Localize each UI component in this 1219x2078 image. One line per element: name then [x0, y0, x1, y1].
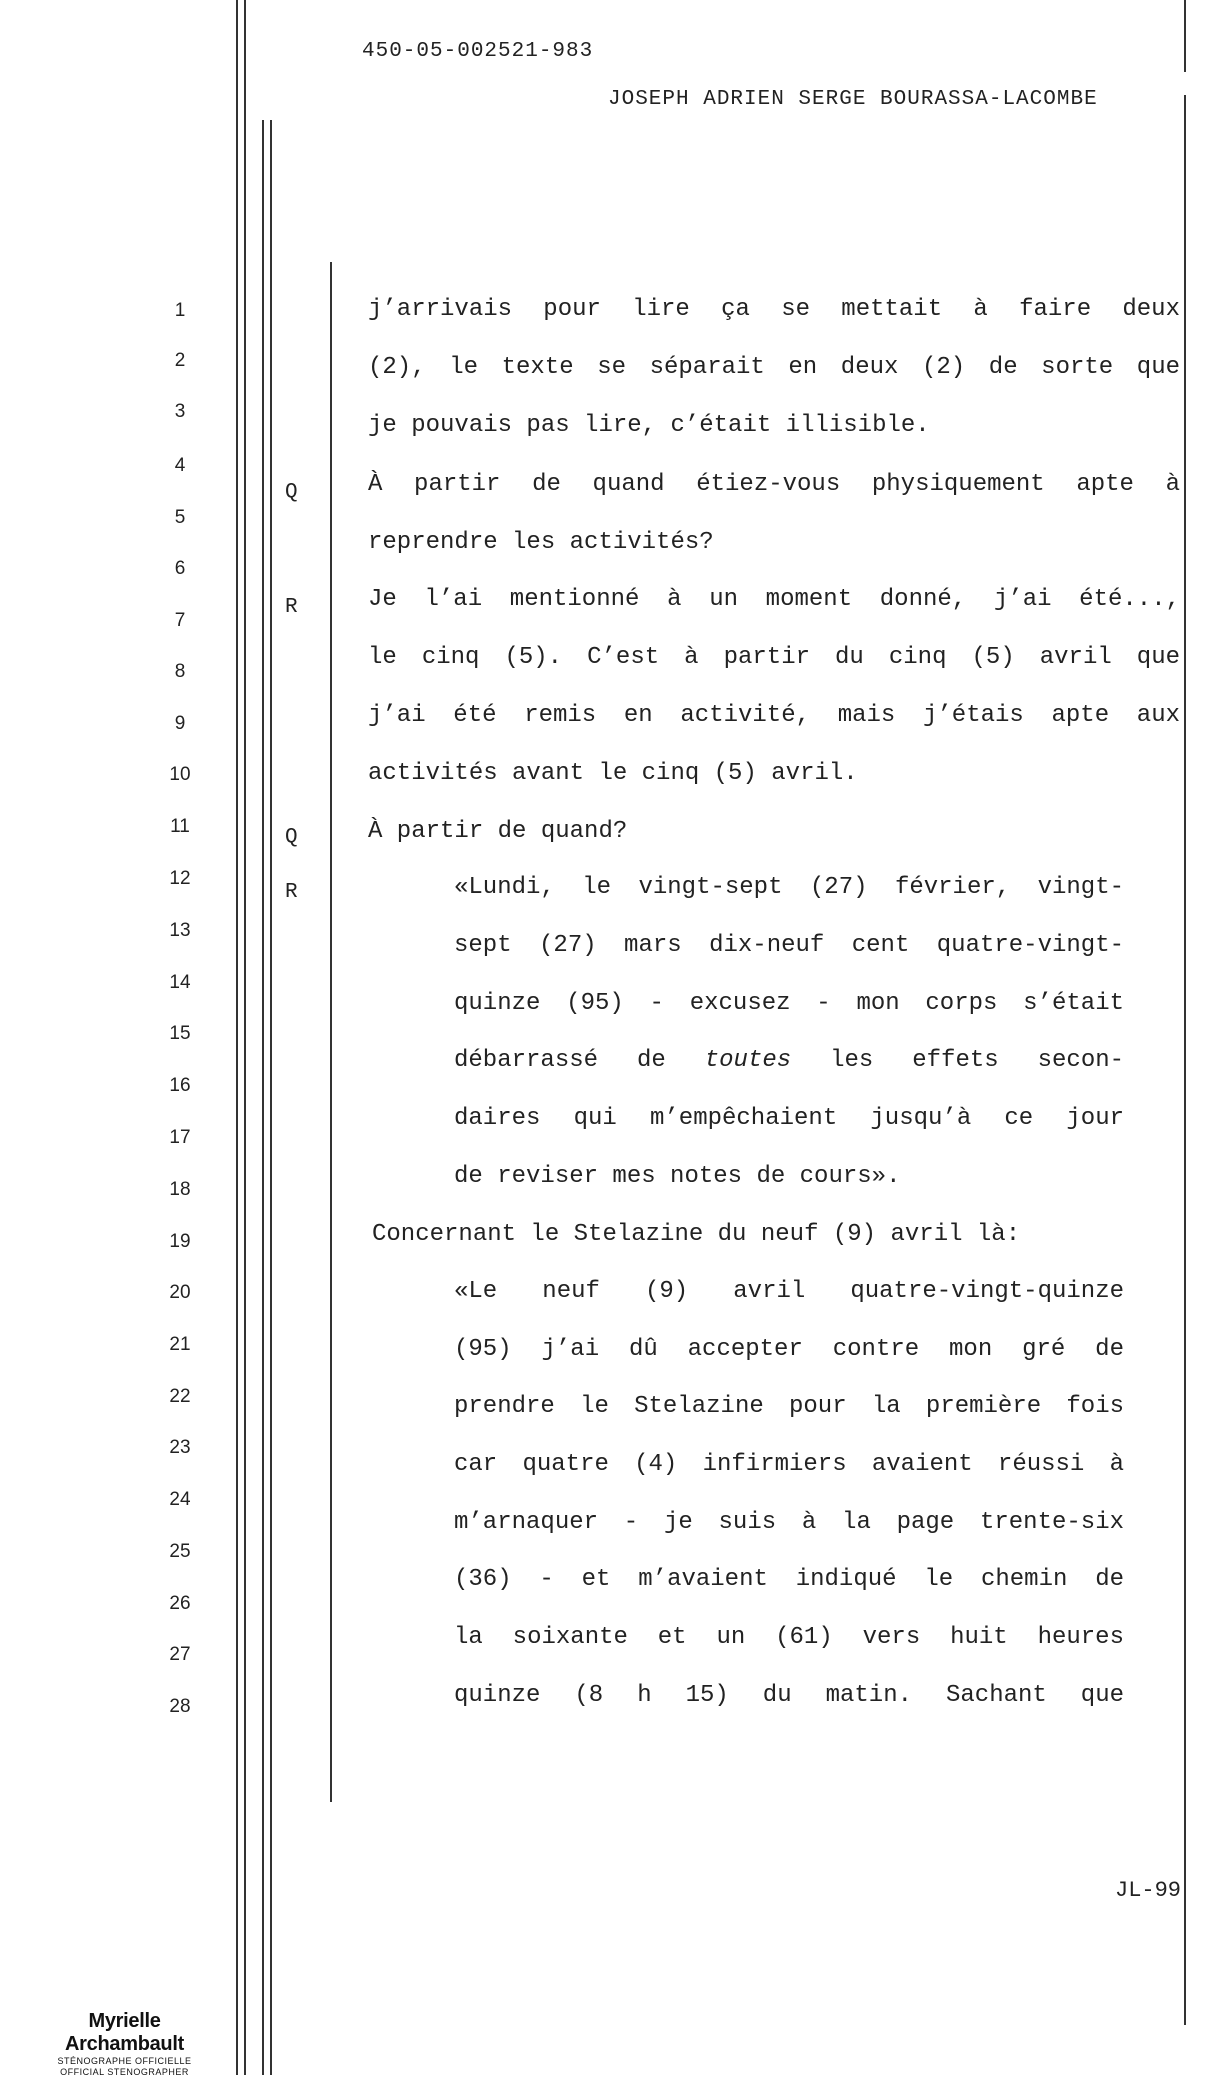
quoted-line: (95) j’ai dû accepter contre mon gré de	[454, 1336, 1124, 1363]
stenographer-stamp	[42, 2010, 207, 2078]
witness-name: JOSEPH ADRIEN SERGE BOURASSA-LACOMBE	[608, 88, 1098, 111]
page-code: JL-99	[1115, 1878, 1182, 1903]
line-number: 18	[169, 1179, 191, 1200]
transcript-line: Je l’ai mentionné à un moment donné, j’ai été...,	[368, 586, 1180, 613]
line-number: 19	[169, 1231, 191, 1252]
quoted-line: quinze (95) - excusez - mon corps s’était	[454, 990, 1124, 1017]
transcript-line: le cinq (5). C’est à partir du cinq (5) avril que	[368, 644, 1180, 671]
quoted-line: de reviser mes notes de cours».	[454, 1163, 901, 1190]
question-marker: Q	[285, 481, 298, 504]
line-number: 9	[174, 713, 186, 734]
text-margin-rule	[330, 262, 332, 1802]
question-marker: Q	[285, 826, 298, 849]
left-margin-rule-3	[262, 120, 264, 2075]
transcript-line: activités avant le cinq (5) avril.	[368, 760, 858, 787]
line-number: 8	[174, 661, 186, 682]
quoted-line: la soixante et un (61) vers huit heures	[454, 1624, 1124, 1651]
line-number: 7	[174, 610, 186, 631]
line-number: 16	[169, 1075, 191, 1096]
stenographer-name: Myrielle Archambault	[65, 2010, 184, 2055]
quoted-line: m’arnaquer - je suis à la page trente-six	[454, 1509, 1124, 1536]
line-number: 23	[169, 1437, 191, 1458]
line-number: 21	[169, 1334, 191, 1355]
line-number: 26	[169, 1593, 191, 1614]
line-number: 28	[169, 1696, 191, 1717]
emphasized-word: toutes	[704, 1047, 792, 1074]
quoted-line	[454, 1047, 1124, 1074]
quoted-text: débarrassé de	[454, 1047, 666, 1074]
right-margin-rule-top	[1184, 0, 1186, 72]
transcript-line: j’ai été remis en activité, mais j’étais apte aux	[368, 702, 1180, 729]
quoted-line: «Lundi, le vingt-sept (27) février, vingt-	[454, 874, 1124, 901]
answer-marker: R	[285, 881, 298, 904]
transcript-line: je pouvais pas lire, c’était illisible.	[368, 412, 930, 439]
left-margin-rule-1	[236, 0, 238, 2075]
right-margin-rule	[1184, 95, 1186, 2025]
transcript-line: (2), le texte se séparait en deux (2) de sorte que	[368, 354, 1180, 381]
stenographer-title-en: OFFICIAL STENOGRAPHER	[60, 2067, 189, 2077]
transcript-line: j’arrivais pour lire ça se mettait à faire deux	[368, 296, 1180, 323]
transcript-line: reprendre les activités?	[368, 529, 714, 556]
line-number: 5	[174, 507, 186, 528]
left-margin-rule-2	[244, 0, 246, 2075]
left-margin-rule-4	[270, 120, 272, 2075]
transcript-line: Concernant le Stelazine du neuf (9) avril là:	[372, 1221, 1021, 1248]
quoted-line: (36) - et m’avaient indiqué le chemin de	[454, 1566, 1124, 1593]
line-number: 22	[169, 1386, 191, 1407]
line-number: 12	[169, 868, 191, 889]
line-number: 27	[169, 1644, 191, 1665]
answer-marker: R	[285, 596, 298, 619]
line-number: 17	[169, 1127, 191, 1148]
quoted-line: «Le neuf (9) avril quatre-vingt-quinze	[454, 1278, 1124, 1305]
file-number: 450-05-002521-983	[362, 40, 594, 63]
line-number: 10	[169, 764, 191, 785]
stenographer-title-fr: STÉNOGRAPHE OFFICIELLE	[57, 2056, 192, 2066]
quoted-line: daires qui m’empêchaient jusqu’à ce jour	[454, 1105, 1124, 1132]
transcript-line: À partir de quand?	[368, 818, 628, 845]
line-number: 24	[169, 1489, 191, 1510]
quoted-line: prendre le Stelazine pour la première fois	[454, 1393, 1124, 1420]
line-number: 20	[169, 1282, 191, 1303]
line-number: 1	[174, 300, 186, 321]
line-number: 11	[170, 816, 190, 837]
quoted-line: quinze (8 h 15) du matin. Sachant que	[454, 1682, 1124, 1709]
line-number: 2	[174, 350, 186, 371]
line-number: 25	[169, 1541, 191, 1562]
line-number: 3	[174, 401, 186, 422]
line-number: 4	[174, 455, 186, 476]
line-number: 6	[174, 558, 186, 579]
line-number: 13	[169, 920, 191, 941]
line-number: 15	[169, 1023, 191, 1044]
quoted-text: les effets secon-	[830, 1047, 1125, 1074]
quoted-line: car quatre (4) infirmiers avaient réussi à	[454, 1451, 1124, 1478]
line-number: 14	[169, 972, 191, 993]
transcript-line: À partir de quand étiez-vous physiquement apte à	[368, 471, 1180, 498]
quoted-line: sept (27) mars dix-neuf cent quatre-vingt-	[454, 932, 1124, 959]
